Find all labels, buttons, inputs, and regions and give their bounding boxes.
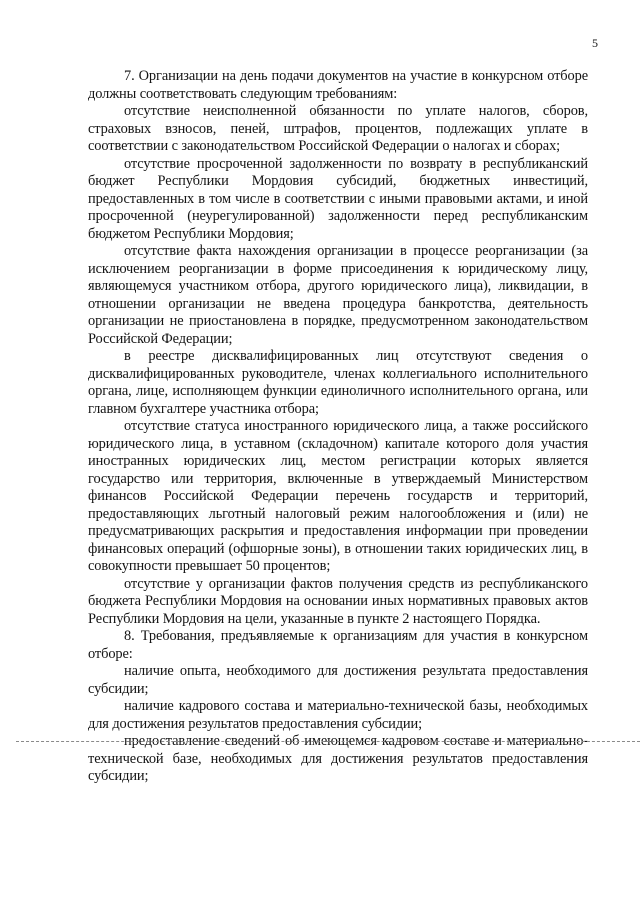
requirement-no-reorganization: отсутствие факта нахождения организации в процессе реорганизации (за исключением реорганизации в форме присоединения к юридическому лицу, являющемуся участником отбора, другого юридического лица), ликвидации, в отношении организации не введена процедура банкротства, деятельность организации не приостановлена в порядке, предусмотренном законодательством Российской Федерации;: [88, 243, 588, 347]
requirement-staff-info: предоставление сведений об имеющемся кадровом составе и материально-технической базе, необходимых для достижения результатов предоставления субсидии;: [88, 733, 588, 784]
page-number: 5: [592, 36, 598, 50]
requirement-no-tax-debt: отсутствие неисполненной обязанности по уплате налогов, сборов, страховых взносов, пеней, штрафов, процентов, подлежащих уплате в соответствии с законодательством Российской Федерации о налогах и сборах;: [88, 103, 588, 154]
document-body: [88, 68, 588, 786]
requirement-not-foreign-entity: отсутствие статуса иностранного юридического лица, а также российского юридического лица, в уставном (складочном) капитале которого доля участия иностранных юридических лиц, местом регистрации которых является государство или территория, включенные в утверждаемый Министерством финансов Российской Федерации перечень государств и территорий, предоставляющих льготный налоговый режим налогообложения и (или) не предусматривающих раскрытия и предоставления информации при проведении финансовых операций (офшорные зоны), в отношении таких юридических лиц, в совокупности превышает 50 процентов;: [88, 418, 588, 574]
requirement-no-other-funding: отсутствие у организации фактов получения средств из республиканского бюджета Республики Мордовия на основании иных нормативных правовых актов Республики Мордовия на цели, указанные в пункте 2 настоящего Порядка.: [88, 575, 588, 627]
scan-fold-line: [16, 741, 640, 742]
requirement-no-disqualified-persons: в реестре дисквалифицированных лиц отсутствуют сведения о дисквалифицированных руководителе, членах коллегиального исполнительного органа, лице, исполняющем функции единоличного исполнительного органа, или главном бухгалтере участника отбора;: [88, 348, 588, 417]
requirement-experience: наличие опыта, необходимого для достижения результата предоставления субсидии;: [88, 663, 588, 697]
paragraph-7-intro: 7. Организации на день подачи документов на участие в конкурсном отборе должны соответствовать следующим требованиям:: [88, 68, 588, 102]
requirement-no-overdue-debt: отсутствие просроченной задолженности по возврату в республиканский бюджет Республики Мордовия субсидий, бюджетных инвестиций, предоставленных в том числе в соответствии с иными правовыми актами, и иной просроченной (неурегулированной) задолженности перед республиканским бюджетом Республики Мордовия;: [88, 155, 588, 242]
requirement-staff-and-base: наличие кадрового состава и материально-технической базы, необходимых для достижения результатов предоставления субсидии;: [88, 698, 588, 732]
paragraph-8-intro: 8. Требования, предъявляемые к организациям для участия в конкурсном отборе:: [88, 628, 588, 662]
